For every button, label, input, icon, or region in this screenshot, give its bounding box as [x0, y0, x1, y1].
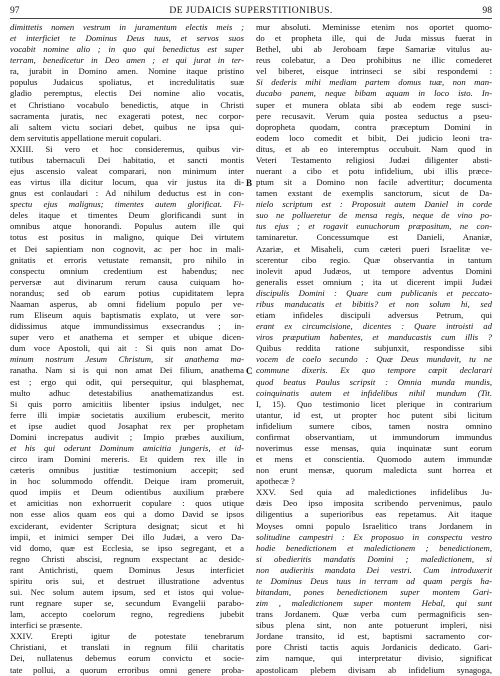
right-text-line: ditus, et ab eo interemptus occubuit. Nam quod in	[256, 143, 492, 154]
right-text-line: tamen exstant de exemplis sanctorum, sicut de Da-	[256, 188, 492, 199]
right-text-line: Bethel, ubi ab Jeroboam fæpe Samariæ vitulus au-	[256, 44, 492, 55]
right-text-line: quod beatus Paulus scripsit : Omnia munda mundis,	[256, 376, 492, 387]
right-text-line: I, 15). Quo testimonio licet plerique in contrarium	[256, 398, 492, 409]
running-title: DE JUDAICIS SUPERSTITIONIBUS.	[169, 5, 333, 16]
right-text-line: trans Jordanem. Quæ verba cum permagnificis sen-	[256, 609, 492, 620]
right-text-line: suo ne pollueretur de mensa regis, neque de vino po-	[256, 210, 492, 221]
left-text-line: ali saltem victu sociari debet, quibus ne ipsa qui-	[10, 121, 244, 132]
left-text-line: Domini increpatus audivit ; Impio præbes auxilium,	[10, 431, 244, 442]
left-text-line: ferre illi impiæ societatis auxilium erubescit, merito	[10, 409, 244, 420]
right-text-line: si obedieritis mandatis Domini ; maledictionem, si	[256, 553, 492, 564]
left-text-line: gnus est conlaudari : Ad nihilum deductus est in con-	[10, 188, 244, 199]
right-text-line: doprophetа quodam, contra præceptum Domini in	[256, 121, 492, 132]
page-number-right: 98	[482, 5, 492, 16]
left-text-line: regno Christi abscisi, regnum exspectant ac desidc-	[10, 553, 244, 564]
right-text-line: vocem de coelo secundo : Quæ Deus mundavit, tu ne	[256, 354, 492, 365]
left-text-line: tutibus tabernaculi Dei habitatio, et sancti montis	[10, 154, 244, 165]
right-text-line: dæis Deo ipso imposita scribendo pervenimus, paulo	[256, 498, 492, 509]
left-text-line: Naaman asperus, ab omni fidelium populo per ve-	[10, 298, 244, 309]
right-text-line: Azariæ, et Misaheli, cum cæteri pueri Israelitæ ve-	[256, 243, 492, 254]
right-text-line: pore Christi tactis aquis Jordanicis dedicato. Gari-	[256, 642, 492, 653]
right-text-line: taminaretur. Concessumque est Danieli, Ananiæ,	[256, 232, 492, 243]
left-text-line: perversæ aut divinarum rerum causa cuiquam ho-	[10, 276, 244, 287]
left-text-line: et interficiet te Dominus Deus tuus, et servos suos	[10, 33, 244, 44]
right-text-line: coinquinatis autem et infidelibus nihil mundum (Tit.	[256, 387, 492, 398]
right-text-line: nielo scriptum est : Proposuit autem Daniel in corde	[256, 199, 492, 210]
left-text-line: gladio peremptus, electis Dei nomine alio vocatis,	[10, 88, 244, 99]
left-text-line: impii, et inimici semper Dei illo Judæi, a vero Da-	[10, 531, 244, 542]
left-text-line: ranatha. Nam si is qui non amat Dei filium, anathema	[10, 365, 244, 376]
right-text-line: non erunt mensæ, quorum maledicta sunt horrea et	[256, 465, 492, 476]
right-text-line: Quibus reddita ratione subjunxit, respondisse sibi	[256, 343, 492, 354]
left-text-line: XXIII. Si vero et hoc consideremus, quibus vir-	[10, 143, 244, 154]
left-text-line: et amicitias non exhorruerit copulare : quos utique	[10, 498, 244, 509]
left-text-line: quod impiis et Deum odientibus auxilium præbere	[10, 487, 244, 498]
right-text-line: Moyses omni populo Israelitico trans Jordanem in	[256, 520, 492, 531]
right-text-line: vel biberet, eisque intrinseci se sibi respondemi :	[256, 66, 492, 77]
left-text-line: dem servitutis appellatione meruit copulari.	[10, 132, 162, 143]
left-text-line: conspectu omnium credentium est habendus; nec	[10, 265, 244, 276]
left-text-line: Christiani, et translati in regnum filii charitatis	[10, 642, 244, 653]
right-text-line: generalis esset omnium ; ita ut dicerent impii Judæi	[256, 276, 492, 287]
left-text-line: Dei, nullatenus debemus eorum convictu et socie-	[10, 653, 244, 664]
right-text-line: confirmat observantiam, ut immundorum immundus	[256, 431, 492, 442]
left-text-line: ra, jurabit in Domino amen. Nomine itaque pristino	[10, 66, 244, 77]
left-text-line: exciderant, evidenter Scriptura designat; sicut et hi	[10, 520, 244, 531]
right-text-line: nuerant a cibo et potu infidelium, ubi illis præce-	[256, 166, 492, 177]
left-text-line: deles itaque et timentes Deum glorificandi sunt in	[10, 210, 244, 221]
left-text-line: sacramenta juratis, nec exagerati potest, nec corpor-	[10, 110, 244, 121]
left-text-line: dimittetis nomen vestrum in juramentum electis meis ;	[10, 22, 244, 32]
left-text-line: populus Judaicus spoliatus, et incredulitatis suæ	[10, 77, 244, 88]
left-text-line: super vero et anathema et semper et ubique dicen-	[10, 332, 244, 343]
right-text-line: scerentur cibo regio. Quæ observantia in tantum	[256, 254, 492, 265]
left-text-line: Si quis porro amicitiis libenter ipsius indulget, nec	[10, 398, 244, 409]
left-text-line: rum Eliseum aquis baptismatis explato, ut vere sor-	[10, 310, 244, 321]
right-text-line: pere recusavit. Verum quia postea seductus a pseu-	[256, 110, 492, 121]
left-text-line: rant Antichristi, quem Dominus Jesus interficiet	[10, 564, 244, 575]
right-text-line: et mens et conscientia. Quomodo autem immundæ	[256, 454, 492, 465]
right-text-line: utantur, id est, ut propter hoc putent sibi licitum	[256, 409, 492, 420]
right-text-line: do et propheta ille, qui de Juda missus fuerat in	[256, 33, 492, 44]
right-text-line: ribus manducatis et bibitis? et non solum hi, sed	[256, 298, 492, 309]
left-text-line: runt regnare super se, secundum Evangelii parabo-	[10, 598, 244, 609]
left-text-line: spectu ejus malignus; timentes autem glorificat. Fi-	[10, 199, 244, 210]
right-text-line: tus ejus ; et rogavit eunuchorum præpositum, ne con-	[256, 221, 492, 232]
left-text-line: dum voce Apostoli, qui ait : Si quis non amat Do-	[10, 343, 244, 354]
left-text-line: vocabit nomine alio ; in quo qui benedictus est super	[10, 44, 244, 55]
left-text-line: totus est positus in maligno, quique Dei virtutem	[10, 232, 244, 243]
left-text-line: XXIV. Erepti igitur de potestate tenebrarum	[10, 631, 244, 642]
right-text-line: XXV. Sed quia ad maledictiones infidelibus Ju-	[256, 487, 492, 498]
right-text-line: mur absoluti. Meminisse etenim nos oportet quomo-	[256, 22, 492, 32]
left-text-line: tate pollui, a quorum erroribus omni genere proba-	[10, 664, 244, 675]
left-column	[10, 22, 244, 676]
right-text-line: zim namque, qui interpretatur divisio, significat	[256, 653, 492, 664]
right-text-line: hodie benedictionem et maledictionem ; benedictionem,	[256, 542, 492, 553]
left-text-line: omnibus atque honorandi. Populus autem ille qui	[10, 221, 244, 232]
right-text-line: ducabo panem, neque bibam aquam in loco isto. In-	[256, 88, 492, 99]
left-text-line: norandus; sed ob earum potius cupiditatem lepra	[10, 287, 244, 298]
margin-letter-c: C	[246, 366, 253, 376]
right-text-line: te Dominus Deus tuus in terram ad quam pergis ha-	[256, 575, 492, 586]
left-text-line: ejus ascensio valeat comparari, non minimum inter	[10, 166, 244, 177]
left-text-line: in hoc solummodo offendit. Deique iram promeruit,	[10, 476, 244, 487]
left-text-line: minum nostrum Jesum Christum, sit anathema ma-	[10, 354, 244, 365]
left-text-line: didissimus atque immundissimus exsecrandus ; in-	[10, 321, 244, 332]
right-text-line: infidelium sumere cibos, tamen nostra omnino	[256, 420, 492, 431]
right-text-line: apothecæ ?	[256, 476, 295, 487]
left-text-line: eas virtus illa dicitur locum, qua vir justus ita di-	[10, 177, 244, 188]
right-text-line: discipulis Domini : Quare cum publicanis et peccato-	[256, 287, 492, 298]
left-text-line: gnitatis et erroris vetustate remansit, pro nihilo in	[10, 254, 244, 265]
left-text-line: et his qui oderunt Dominum amicitia jungeris, et id-	[10, 442, 244, 453]
left-text-line: circo iram Domini mereris. Et quidem rex ille in	[10, 454, 244, 465]
right-text-line: etiam infideles discipuli adversus Petrum, qui	[256, 310, 492, 321]
left-text-line: spiritu oris sui, et destruet illustratione adventus	[10, 575, 244, 586]
right-column	[256, 22, 492, 676]
right-text-line: sibus plena sint, non ante potuerunt impleri, nisi	[256, 620, 492, 631]
right-text-line: apostolicam plebem divisam ab infidelium synagoga,	[256, 664, 492, 675]
right-text-line: reus colebatur, a Deo prohibitus ne illic comederet	[256, 55, 492, 66]
running-header	[10, 4, 492, 19]
right-text-line: Si dederis mihi mediam partem domus tuæ, non man-	[256, 77, 492, 88]
left-text-line: interfici se præsente.	[10, 620, 83, 631]
right-text-line: commune dixeris. Ex quo tempore cœpit declarari	[256, 365, 492, 376]
left-text-line: multo adhuc detestabilius anathematizandus est.	[10, 387, 244, 398]
right-text-line: noverimus esse mensas, quia inquinatæ sunt eorum	[256, 442, 492, 453]
right-text-line: Veteri Testamento religiosi Judæi diligenter abstі-	[256, 154, 492, 165]
left-text-line: et Christiano vocabulo benedictis, atque in Christi	[10, 99, 244, 110]
right-text-line: ptum sit a Domino non facile advertitur; documenta	[256, 177, 492, 188]
left-text-line: cæteris omnibus justitiæ testimonium accepit; sed	[10, 465, 244, 476]
left-text-line: et ipse audiet quod Josaphat rex per prophetam	[10, 420, 244, 431]
right-text-line: Jordane transito, id est, baptismi sacramento cor-	[256, 631, 492, 642]
left-text-line: terram, benedicetur in Deo amen ; et qui jurat in ter-	[10, 55, 244, 66]
margin-letter-b: B	[246, 178, 253, 188]
left-text-line: non esse alios quam eos qui a domo David se ipsos	[10, 509, 244, 520]
right-text-line: zim , maledictionem super montem Hebal, qui sunt	[256, 598, 492, 609]
right-text-line: solitudine campestri : Ex proposuo in conspectu vestro	[256, 531, 492, 542]
right-text-line: viros præputium habentes, et manducastis cum illis ?	[256, 332, 492, 343]
left-text-line: sui. Nec solum autem ipsum, sed et istos qui volue-	[10, 586, 244, 597]
right-text-line: non audieritis mandata Dei vestri. Cum introduxerit	[256, 564, 492, 575]
right-text-line: eodem loco comedit et bibit, Dei judicio leoni tra-	[256, 132, 492, 143]
right-text-line: bitandam, pones benedictionem super montem Gari-	[256, 586, 492, 597]
right-text-line: inolevit apud Judæos, ut tempore adventus Domini	[256, 265, 492, 276]
left-text-line: est ; ergo qui odit, qui persequitur, qui blasphemat,	[10, 376, 244, 387]
right-text-line: erant ex circumcisione, dicentes : Quare introisti ad	[256, 321, 492, 332]
left-text-line: lam, accepto coelorum regno, regrediens jubebit	[10, 609, 244, 620]
left-text-line: vid domo, quæ est Ecclesia, se ipso segregant, et a	[10, 542, 244, 553]
right-text-line: diligentius a superioribus eas repetamus. Ait itaque	[256, 509, 492, 520]
left-text-line: et Dei sapientiam non cognovit, ac per hoc in mali-	[10, 243, 244, 254]
right-text-line: super et munera oblata sibi ab eodem rege susci-	[256, 99, 492, 110]
page-number-left: 97	[10, 5, 20, 16]
